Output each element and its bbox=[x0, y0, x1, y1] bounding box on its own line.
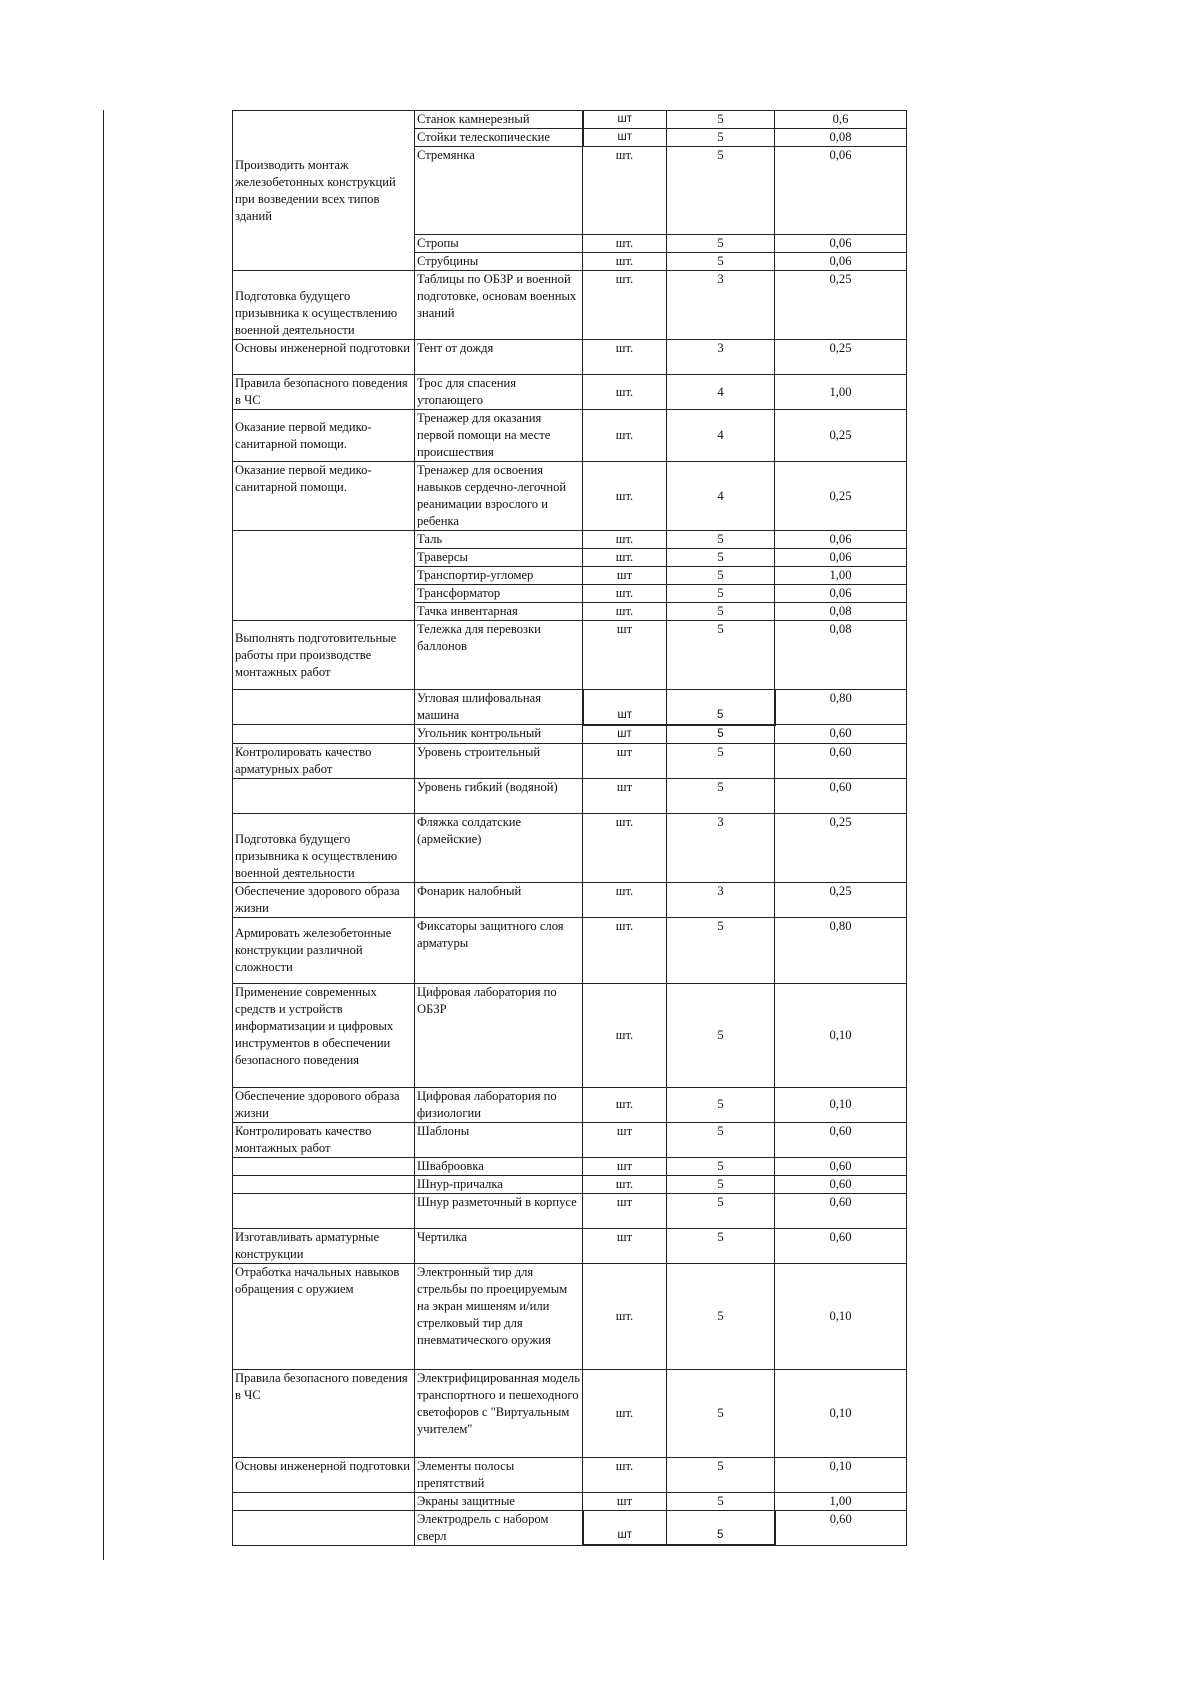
section-cell: Обеспечение здорового образа жизни bbox=[233, 1087, 415, 1122]
unit-cell: шт bbox=[583, 743, 667, 778]
item-cell: Цифровая лаборатория по ОБЗР bbox=[415, 983, 583, 1087]
unit-cell: шт. bbox=[583, 235, 667, 253]
section-cell bbox=[233, 1175, 415, 1193]
item-cell: Тележка для перевозки баллонов bbox=[415, 621, 583, 690]
qty-cell: 5 bbox=[667, 1087, 775, 1122]
unit-cell: шт bbox=[583, 129, 667, 147]
qty-cell: 5 bbox=[667, 1122, 775, 1157]
cost-cell: 0,25 bbox=[775, 410, 907, 462]
unit-cell: шт bbox=[583, 1157, 667, 1175]
qty-cell: 5 bbox=[667, 1263, 775, 1369]
section-cell: Оказание первой медико-санитарной помощи. bbox=[233, 462, 415, 531]
section-cell: Применение современных средств и устройств информатизации и цифровых инструментов в обеспечении безопасного поведения bbox=[233, 983, 415, 1087]
section-cell bbox=[233, 1193, 415, 1228]
cost-cell: 0,06 bbox=[775, 585, 907, 603]
table-row bbox=[233, 1228, 907, 1263]
table-row bbox=[233, 882, 907, 917]
cost-cell: 0,60 bbox=[775, 725, 907, 744]
section-cell: Основы инженерной подготовки bbox=[233, 340, 415, 375]
unit-cell: шт. bbox=[583, 462, 667, 531]
section-cell: Правила безопасного поведения в ЧС bbox=[233, 1369, 415, 1457]
page-left-rule bbox=[103, 110, 104, 1560]
section-cell bbox=[233, 1157, 415, 1175]
unit-cell: шт bbox=[583, 778, 667, 813]
cost-cell: 0,60 bbox=[775, 1175, 907, 1193]
cost-cell: 0,6 bbox=[775, 111, 907, 129]
qty-cell: 5 bbox=[667, 129, 775, 147]
unit-cell: шт bbox=[583, 1510, 667, 1545]
item-cell: Фиксаторы защитного слоя арматуры bbox=[415, 917, 583, 983]
item-cell: Таль bbox=[415, 531, 583, 549]
table-row bbox=[233, 1457, 907, 1492]
section-cell: Правила безопасного поведения в ЧС bbox=[233, 375, 415, 410]
qty-cell: 5 bbox=[667, 253, 775, 271]
unit-cell: шт. bbox=[583, 253, 667, 271]
section-cell: Основы инженерной подготовки bbox=[233, 1457, 415, 1492]
table-row bbox=[233, 271, 907, 340]
unit-cell: шт. bbox=[583, 340, 667, 375]
item-cell: Стропы bbox=[415, 235, 583, 253]
cost-cell: 1,00 bbox=[775, 375, 907, 410]
section-cell bbox=[233, 778, 415, 813]
unit-cell: шт bbox=[583, 1193, 667, 1228]
table-row bbox=[233, 1175, 907, 1193]
item-cell: Уровень строительный bbox=[415, 743, 583, 778]
qty-cell: 5 bbox=[667, 621, 775, 690]
qty-cell: 5 bbox=[667, 725, 775, 744]
table-row bbox=[233, 1087, 907, 1122]
qty-cell: 3 bbox=[667, 340, 775, 375]
table-row bbox=[233, 1193, 907, 1228]
unit-cell: шт. bbox=[583, 410, 667, 462]
item-cell: Чертилка bbox=[415, 1228, 583, 1263]
table-row bbox=[233, 690, 907, 725]
item-cell: Траверсы bbox=[415, 549, 583, 567]
qty-cell: 5 bbox=[667, 585, 775, 603]
cost-cell: 0,06 bbox=[775, 549, 907, 567]
table-row bbox=[233, 1122, 907, 1157]
qty-cell: 4 bbox=[667, 462, 775, 531]
equipment-table bbox=[232, 110, 907, 1546]
qty-cell: 5 bbox=[667, 549, 775, 567]
qty-cell: 4 bbox=[667, 375, 775, 410]
unit-cell: шт. bbox=[583, 1263, 667, 1369]
cost-cell: 0,10 bbox=[775, 1457, 907, 1492]
item-cell: Тренажер для оказания первой помощи на месте происшествия bbox=[415, 410, 583, 462]
cost-cell: 0,60 bbox=[775, 743, 907, 778]
qty-cell: 5 bbox=[667, 1175, 775, 1193]
item-cell: Стойки телескопические bbox=[415, 129, 583, 147]
unit-cell: шт. bbox=[583, 882, 667, 917]
section-cell: Изготавливать арматурные конструкции bbox=[233, 1228, 415, 1263]
table-row bbox=[233, 1492, 907, 1510]
section-cell bbox=[233, 690, 415, 725]
table-row bbox=[233, 813, 907, 882]
qty-cell: 5 bbox=[667, 690, 775, 725]
qty-cell: 3 bbox=[667, 813, 775, 882]
unit-cell: шт. bbox=[583, 549, 667, 567]
section-cell: Оказание первой медико-санитарной помощи. bbox=[233, 410, 415, 462]
unit-cell: шт. bbox=[583, 1087, 667, 1122]
item-cell: Электронный тир для стрельбы по проецируемым на экран мишеням и/или стрелковый тир для пневматического оружия bbox=[415, 1263, 583, 1369]
table-row bbox=[233, 340, 907, 375]
section-cell: Подготовка будущего призывника к осуществлению военной деятельности bbox=[233, 813, 415, 882]
qty-cell: 5 bbox=[667, 917, 775, 983]
table-row bbox=[233, 983, 907, 1087]
qty-cell: 3 bbox=[667, 882, 775, 917]
item-cell: Тренажер для освоения навыков сердечно-легочной реанимации взрослого и ребенка bbox=[415, 462, 583, 531]
table-row bbox=[233, 1157, 907, 1175]
qty-cell: 4 bbox=[667, 410, 775, 462]
cost-cell: 0,06 bbox=[775, 531, 907, 549]
section-cell bbox=[233, 1492, 415, 1510]
unit-cell: шт. bbox=[583, 375, 667, 410]
qty-cell: 5 bbox=[667, 531, 775, 549]
cost-cell: 0,10 bbox=[775, 1263, 907, 1369]
cost-cell: 0,08 bbox=[775, 603, 907, 621]
item-cell: Уровень гибкий (водяной) bbox=[415, 778, 583, 813]
section-cell: Контролировать качество арматурных работ bbox=[233, 743, 415, 778]
equipment-table-container bbox=[232, 110, 906, 1546]
section-cell: Армировать железобетонные конструкции различной сложности bbox=[233, 917, 415, 983]
item-cell: Фляжка солдатские (армейские) bbox=[415, 813, 583, 882]
cost-cell: 0,60 bbox=[775, 1193, 907, 1228]
cost-cell: 0,80 bbox=[775, 690, 907, 725]
item-cell: Тент от дождя bbox=[415, 340, 583, 375]
cost-cell: 0,25 bbox=[775, 882, 907, 917]
cost-cell: 0,80 bbox=[775, 917, 907, 983]
cost-cell: 0,25 bbox=[775, 340, 907, 375]
table-row bbox=[233, 1369, 907, 1457]
item-cell: Струбцины bbox=[415, 253, 583, 271]
unit-cell: шт. bbox=[583, 1369, 667, 1457]
unit-cell: шт bbox=[583, 567, 667, 585]
unit-cell: шт bbox=[583, 690, 667, 725]
unit-cell: шт bbox=[583, 725, 667, 744]
unit-cell: шт. bbox=[583, 917, 667, 983]
qty-cell: 5 bbox=[667, 235, 775, 253]
section-cell: Контролировать качество монтажных работ bbox=[233, 1122, 415, 1157]
cost-cell: 0,25 bbox=[775, 813, 907, 882]
table-row bbox=[233, 743, 907, 778]
unit-cell: шт. bbox=[583, 1457, 667, 1492]
qty-cell: 5 bbox=[667, 778, 775, 813]
cost-cell: 0,60 bbox=[775, 1157, 907, 1175]
item-cell: Транспортир-угломер bbox=[415, 567, 583, 585]
unit-cell: шт. bbox=[583, 531, 667, 549]
cost-cell: 0,60 bbox=[775, 1510, 907, 1545]
item-cell: Экраны защитные bbox=[415, 1492, 583, 1510]
item-cell: Стремянка bbox=[415, 147, 583, 235]
unit-cell: шт. bbox=[583, 983, 667, 1087]
qty-cell: 5 bbox=[667, 603, 775, 621]
cost-cell: 0,10 bbox=[775, 983, 907, 1087]
cost-cell: 0,08 bbox=[775, 621, 907, 690]
unit-cell: шт. bbox=[583, 585, 667, 603]
item-cell: Тачка инвентарная bbox=[415, 603, 583, 621]
cost-cell: 0,25 bbox=[775, 271, 907, 340]
unit-cell: шт. bbox=[583, 1175, 667, 1193]
qty-cell: 5 bbox=[667, 1193, 775, 1228]
equipment-table-body bbox=[233, 111, 907, 1546]
unit-cell: шт bbox=[583, 1492, 667, 1510]
cost-cell: 0,08 bbox=[775, 129, 907, 147]
unit-cell: шт. bbox=[583, 271, 667, 340]
table-row bbox=[233, 1263, 907, 1369]
cost-cell: 0,06 bbox=[775, 147, 907, 235]
table-row bbox=[233, 462, 907, 531]
table-row bbox=[233, 621, 907, 690]
cost-cell: 0,60 bbox=[775, 1228, 907, 1263]
table-row bbox=[233, 111, 907, 129]
item-cell: Шаблоны bbox=[415, 1122, 583, 1157]
qty-cell: 5 bbox=[667, 1492, 775, 1510]
section-cell: Выполнять подготовительные работы при производстве монтажных работ bbox=[233, 621, 415, 690]
cost-cell: 1,00 bbox=[775, 567, 907, 585]
table-row bbox=[233, 725, 907, 744]
item-cell: Таблицы по ОБЗР и военной подготовке, основам военных знаний bbox=[415, 271, 583, 340]
item-cell: Шнур-причалка bbox=[415, 1175, 583, 1193]
cost-cell: 0,60 bbox=[775, 778, 907, 813]
item-cell: Шнур разметочный в корпусе bbox=[415, 1193, 583, 1228]
qty-cell: 5 bbox=[667, 983, 775, 1087]
cost-cell: 0,10 bbox=[775, 1369, 907, 1457]
qty-cell: 3 bbox=[667, 271, 775, 340]
cost-cell: 0,25 bbox=[775, 462, 907, 531]
item-cell: Трос для спасения утопающего bbox=[415, 375, 583, 410]
item-cell: Фонарик налобный bbox=[415, 882, 583, 917]
table-row bbox=[233, 410, 907, 462]
cost-cell: 0,06 bbox=[775, 253, 907, 271]
unit-cell: шт. bbox=[583, 813, 667, 882]
item-cell: Станок камнерезный bbox=[415, 111, 583, 129]
cost-cell: 0,60 bbox=[775, 1122, 907, 1157]
qty-cell: 5 bbox=[667, 1369, 775, 1457]
table-row bbox=[233, 375, 907, 410]
item-cell: Трансформатор bbox=[415, 585, 583, 603]
item-cell: Угольник контрольный bbox=[415, 725, 583, 744]
unit-cell: шт bbox=[583, 1228, 667, 1263]
section-cell: Отработка начальных навыков обращения с оружием bbox=[233, 1263, 415, 1369]
qty-cell: 5 bbox=[667, 1457, 775, 1492]
section-cell bbox=[233, 1510, 415, 1545]
qty-cell: 5 bbox=[667, 1228, 775, 1263]
cost-cell: 1,00 bbox=[775, 1492, 907, 1510]
section-cell bbox=[233, 725, 415, 744]
section-cell: Обеспечение здорового образа жизни bbox=[233, 882, 415, 917]
item-cell: Электродрель с набором сверл bbox=[415, 1510, 583, 1545]
table-row bbox=[233, 917, 907, 983]
unit-cell: шт. bbox=[583, 603, 667, 621]
table-row bbox=[233, 778, 907, 813]
table-row bbox=[233, 531, 907, 549]
item-cell: Электрифицированная модель транспортного и пешеходного светофоров с "Виртуальным учителем" bbox=[415, 1369, 583, 1457]
cost-cell: 0,06 bbox=[775, 235, 907, 253]
qty-cell: 5 bbox=[667, 743, 775, 778]
item-cell: Шваброовка bbox=[415, 1157, 583, 1175]
qty-cell: 5 bbox=[667, 567, 775, 585]
qty-cell: 5 bbox=[667, 1157, 775, 1175]
unit-cell: шт bbox=[583, 1122, 667, 1157]
cost-cell: 0,10 bbox=[775, 1087, 907, 1122]
qty-cell: 5 bbox=[667, 147, 775, 235]
unit-cell: шт bbox=[583, 111, 667, 129]
item-cell: Цифровая лаборатория по физиологии bbox=[415, 1087, 583, 1122]
item-cell: Элементы полосы препятствий bbox=[415, 1457, 583, 1492]
section-cell: Подготовка будущего призывника к осуществлению военной деятельности bbox=[233, 271, 415, 340]
section-cell: Производить монтаж железобетонных конструкций при возведении всех типов зданий bbox=[233, 111, 415, 271]
qty-cell: 5 bbox=[667, 1510, 775, 1545]
section-cell bbox=[233, 531, 415, 621]
unit-cell: шт bbox=[583, 621, 667, 690]
item-cell: Угловая шлифовальная машина bbox=[415, 690, 583, 725]
table-row bbox=[233, 1510, 907, 1545]
unit-cell: шт. bbox=[583, 147, 667, 235]
qty-cell: 5 bbox=[667, 111, 775, 129]
